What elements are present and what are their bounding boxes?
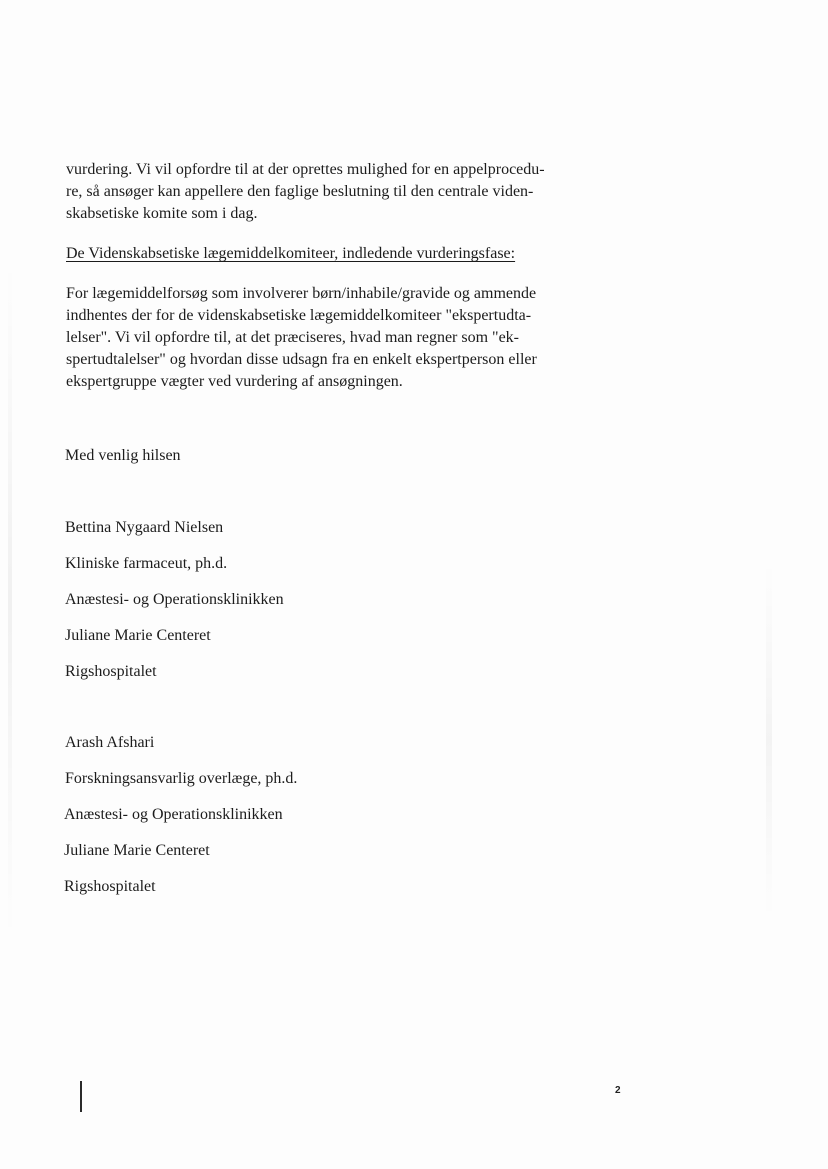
signatory-title: Kliniske farmaceut, ph.d. [65,555,228,572]
paragraph-line: For lægemiddelforsøg som involverer børn/inhabile/gravide og ammende [66,285,537,302]
signatory-center: Juliane Marie Centeret [64,842,210,859]
margin-bar [80,1081,82,1112]
signatory-title: Forskningsansvarlig overlæge, ph.d. [65,770,298,787]
signatory-name: Bettina Nygaard Nielsen [65,519,224,536]
paragraph-line: skabsetiske komite som i dag. [66,205,258,222]
signatory-department: Anæstesi- og Operationsklinikken [65,591,284,608]
section-heading: De Videnskabsetiske lægemiddelkomiteer, indledende vurderingsfase: [66,245,516,262]
signatory-center: Juliane Marie Centeret [65,627,211,644]
paragraph-line: lelser". Vi vil opfordre til, at det præciseres, hvad man regner som "ek- [66,329,520,346]
signatory-hospital: Rigshospitalet [64,878,156,895]
paragraph-line: re, så ansøger kan appellere den faglige beslutning til den centrale viden- [66,183,534,200]
scan-shadow-right [766,560,772,920]
paragraph-line: ekspertgruppe vægter ved vurdering af ansøgningen. [66,373,403,390]
paragraph-line: vurdering. Vi vil opfordre til at der oprettes mulighed for en appelprocedu- [66,161,545,178]
closing-salutation: Med venlig hilsen [65,447,181,464]
paragraph-expert-statements [66,283,586,393]
paragraph-appeal [66,159,586,225]
signatory-hospital: Rigshospitalet [65,663,157,680]
paragraph-line: spertudtalelser" og hvordan disse udsagn fra en enkelt ekspertperson eller [66,351,537,368]
signatory-department: Anæstesi- og Operationsklinikken [64,806,283,823]
signatory-name: Arash Afshari [65,734,155,751]
paragraph-line: indhentes der for de videnskabsetiske lægemiddelkomiteer "ekspertudta- [66,307,532,324]
page-number: 2 [615,1085,621,1096]
scan-shadow-left [8,260,12,940]
